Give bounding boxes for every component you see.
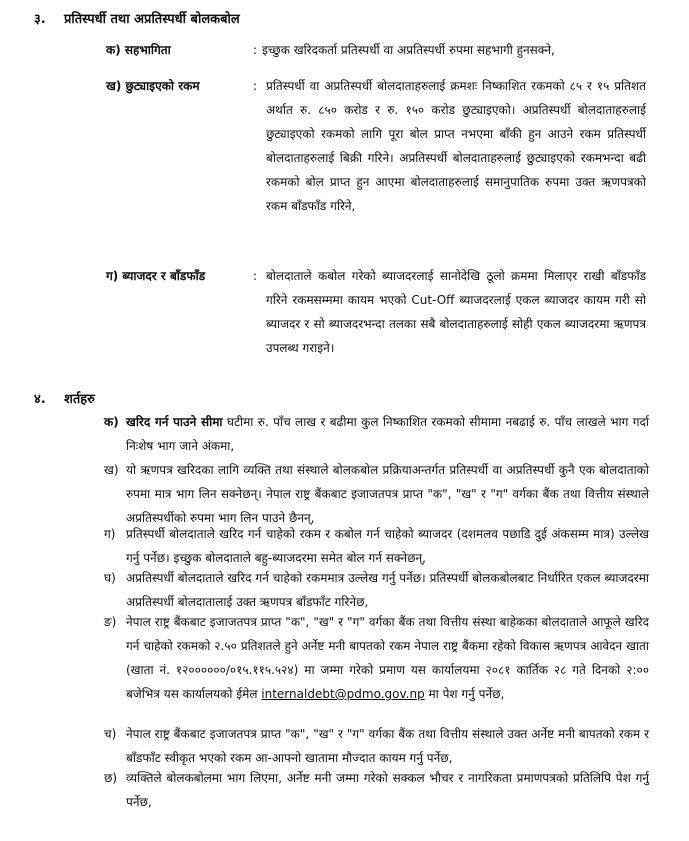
- section-3-item-interest-allocation: [106, 264, 646, 360]
- item-text: अप्रतिस्पर्धी बोलदाताले खरिद गर्न चाहेको रकममात्र उल्लेख गर्नु पर्नेछ। प्रतिस्पर्धी बोलकबोलबाट निर्धारित एकल ब्याजदरमा अप्रतिस्पर्धी बोलदातालाई उक्त ऋणपत्र बाँडफाँट गरिनेछ,: [126, 571, 649, 609]
- item-marker: छ): [104, 771, 118, 785]
- item-colon: :: [252, 43, 258, 57]
- item-text: नेपाल राष्ट्र बैंकबाट इजाजतपत्र प्राप्त "क", "ख" र "ग" वर्गका बैंक तथा वित्तीय संस्थाले उक्त अर्नेष्ट मनी बापतको रकम र बाँडफाँट स्वीकृत भएको रकम आ-आफ्नो खातामा मौज्दात कायम गर्नु पर्नेछ,: [126, 727, 649, 765]
- condition-item-chha: [104, 766, 649, 814]
- item-marker: च): [104, 727, 117, 741]
- item-text: इच्छुक खरिदकर्ता प्रतिस्पर्धी वा अप्रतिस्पर्धी रुपमा सहभागी हुनसक्ने,: [262, 43, 555, 57]
- section-4-number: ४.: [34, 392, 46, 407]
- section-3-number: ३.: [34, 12, 46, 27]
- item-text: यो ऋणपत्र खरिदका लागि व्यक्ति तथा संस्थाले बोलकबोल प्रक्रियाअन्तर्गत प्रतिस्पर्धी वा अप्रतिस्पर्धी कुनै एक बोलदाताको रुपमा मात्र भाग लिन सक्नेछन्। नेपाल राष्ट्र बैंकबाट इजाजतपत्र प्राप्त "क", "ख" र "ग" वर्गका बैंक तथा वित्तीय संस्थाले अप्रतिस्पर्धीको रुपमा भाग लिन पाउने छैनन्,: [126, 463, 649, 525]
- item-text: [126, 410, 649, 458]
- item-text: [126, 610, 649, 706]
- condition-item-ka: [104, 410, 649, 458]
- item-colon: :: [252, 269, 258, 283]
- item-text: प्रतिस्पर्धी बोलदाताले खरिद गर्न चाहेको रकम र कबोल गर्न चाहेको ब्याजदर (दशमलव पछाडि दुई अंकसम्म मात्र) उल्लेख गर्नु पर्नेछ। इच्छुक बोलदाताले बहु-ब्याजदरमा समेत बोल गर्न सक्नेछन्,: [126, 527, 649, 565]
- section-3-heading: [34, 8, 240, 32]
- condition-item-gha: [104, 566, 649, 614]
- section-3-item-allocated-amount: [106, 74, 646, 218]
- section-4-heading: [34, 388, 95, 412]
- item-marker: ङ): [104, 615, 117, 629]
- item-marker: ग): [104, 527, 116, 541]
- item-colon: :: [252, 79, 258, 93]
- section-3-title: प्रतिस्पर्धी तथा अप्रतिस्पर्धी बोलकबोल: [64, 12, 240, 27]
- item-text: व्यक्तिले बोलकबोलमा भाग लिएमा, अर्नेष्ट मनी जम्मा गरेको सक्कल भौचर र नागरिकता प्रमाणपत्रको प्रतिलिपि पेश गर्नु पर्नेछ,: [126, 771, 649, 809]
- email-link[interactable]: internaldebt@pdmo.gov.np: [261, 687, 425, 701]
- item-bold-lead: खरिद गर्न पाउने सीमा: [126, 415, 223, 429]
- item-text: प्रतिस्पर्धी वा अप्रतिस्पर्धी बोलदाताहरुलाई क्रमशः निष्काशित रकमको ८५ र १५ प्रतिशत अर्थात रु. ८५० करोड र रु. १५० करोड छुट्याइएको। अप्रतिस्पर्धी बोलदाताहरुलाई छुट्याइएको रकमको लागि पूरा बोल प्राप्त नभएमा बाँकी हुन आउने रकम प्रतिस्पर्धी बोलदाताहरुलाई बिक्री गरिने। अप्रतिस्पर्धी बोलदाताहरुलाई छुट्याइएको रकमभन्दा बढी रकमको बोल प्राप्त हुन आएमा बोलदाताहरुलाई समानुपातिक रुपमा उक्त ऋणपत्रको रकम बाँडफाँड गरिने,: [266, 79, 646, 213]
- item-label: ग) ब्याजदर र बाँडफाँड: [106, 269, 206, 283]
- condition-item-cha: [104, 722, 649, 770]
- condition-item-nga: [104, 610, 649, 706]
- item-marker: ख): [104, 463, 119, 477]
- item-text: बोलदाताले कबोल गरेको ब्याजदरलाई सानोदेखि ठूलो क्रममा मिलाएर राखी बाँडफाँड गरिने रकमसम्ममा कायम भएको Cut-Off ब्याजदरलाई एकल ब्याजदर कायम गरी सो ब्याजदर र सो ब्याजदरभन्दा तलका सबै बोलदाताहरुलाई सोही एकल ब्याजदरमा ऋणपत्र उपलब्ध गराइने।: [266, 269, 646, 355]
- section-3-item-participation: [106, 38, 646, 62]
- section-4-title: शर्तहरु: [64, 392, 95, 407]
- item-body-after: मा पेश गर्नु पर्नेछ,: [424, 687, 505, 701]
- item-marker: घ): [104, 571, 116, 585]
- item-label: ख) छुट्याइएको रकम: [106, 79, 200, 93]
- item-body: घटीमा रु. पाँच लाख र बढीमा कुल निष्काशित रकमको सीमामा नबढाई रु. पाँच लाखले भाग गर्दा निःशेष भाग जाने अंकमा,: [126, 415, 649, 453]
- condition-item-kha: [104, 458, 649, 530]
- item-marker: क): [104, 415, 119, 429]
- condition-item-ga: [104, 522, 649, 570]
- item-body: नेपाल राष्ट्र बैंकबाट इजाजतपत्र प्राप्त "क", "ख" र "ग" वर्गका बैंक तथा वित्तीय संस्था बाहेकका बोलदाताले आफूले खरिद गर्न चाहेको रकमको २.५० प्रतिशतले हुने अर्नेष्ट मनी बापतको रकम नेपाल राष्ट्र बैंकमा रहेको विकास ऋणपत्र आवेदन खाता (खाता नं. १२००००००/०१५.११५.५२४) मा जम्मा गरेको प्रमाण यस कार्यालयमा २०८१ कार्तिक २८ गते दिनको २:०० बजेभित्र यस कार्यालयको ईमेल: [126, 615, 649, 701]
- item-label: क) सहभागिता: [106, 43, 171, 57]
